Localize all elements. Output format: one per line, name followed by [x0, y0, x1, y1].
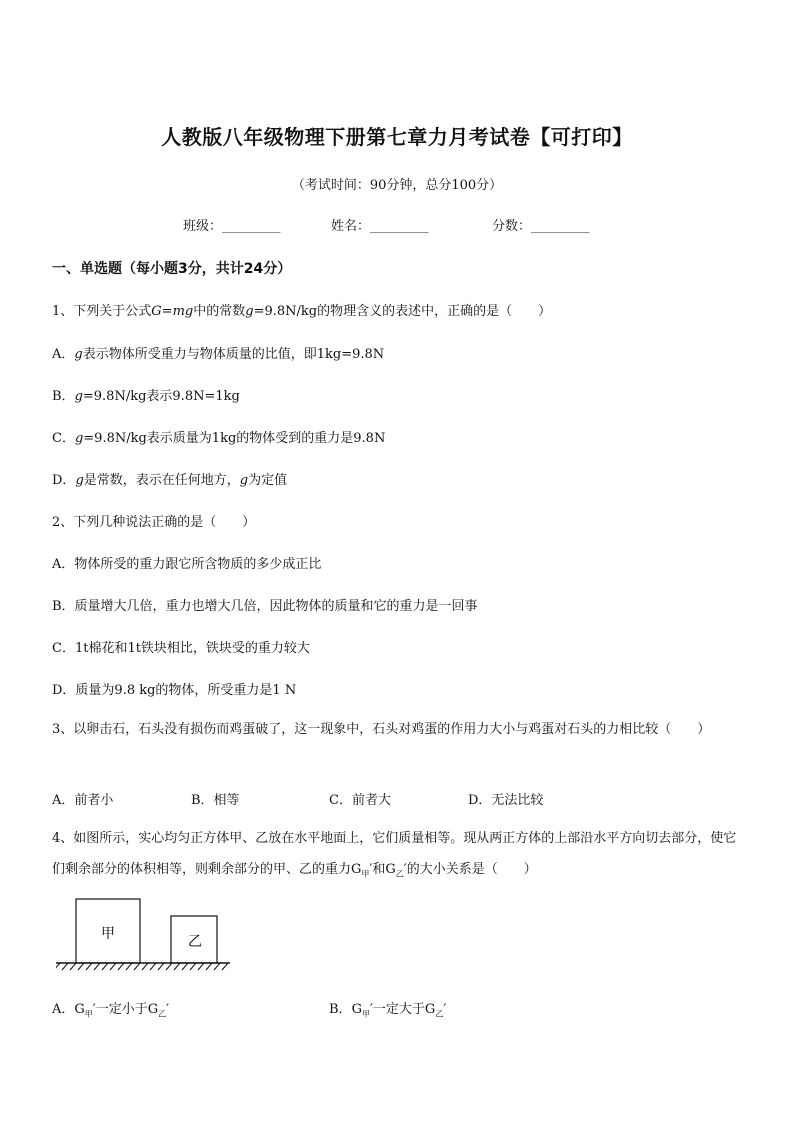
question-4-option-a: A．$G_甲'$一定小于$G_乙'$ [52, 1002, 170, 1019]
question-2-option-d: D．质量为9.8 kg的物体，所受重力是1 N [52, 683, 297, 698]
score-field: 分数：_________ [492, 219, 590, 234]
question-1-option-a: A．g表示物体所受重力与物体质量的比值，即1kg=9.8N [52, 347, 385, 362]
question-1-option-c: C．g=9.8N/kg表示质量为1kg的物体受到的重力是9.8N [52, 431, 386, 446]
question-3-option-c: C．前者大 [329, 793, 391, 808]
section-heading: 一、单选题（每小题3分，共计24分） [52, 261, 292, 277]
question-2-option-c: C．1t棉花和1t铁块相比，铁块受的重力较大 [52, 641, 310, 656]
exam-subtitle: （考试时间：90分钟，总分100分） [291, 178, 503, 193]
question-3-stem: 3、以卵击石，石头没有损伤而鸡蛋破了，这一现象中，石头对鸡蛋的作用力大小与鸡蛋对石头的力相比较（ ） [52, 722, 711, 737]
class-field: 班级：_________ [183, 219, 281, 234]
page-title: 人教版八年级物理下册第七章力月考试卷【可打印】 [161, 125, 633, 149]
question-2-stem: 2、下列几种说法正确的是（ ） [52, 515, 256, 530]
g-jia-symbol: $G_甲'$ [351, 862, 373, 879]
question-4-stem: 4、如图所示，实心均匀正方体甲、乙放在水平地面上，它们质量相等。现从两正方体的上部沿水平方向切去部分，使它们剩余部分的体积相等，则剩余部分的甲、乙的重力$G_甲'$和$G_乙'$的大小关系是（ ） [52, 831, 737, 879]
cube-yi-label: 乙 [188, 934, 202, 950]
question-2-option-b: B．质量增大几倍，重力也增大几倍，因此物体的质量和它的重力是一回事 [52, 599, 478, 614]
question-3-option-b: B．相等 [191, 793, 240, 808]
question-1-option-b: B．g=9.8N/kg表示9.8N=1kg [52, 389, 240, 404]
question-1-stem: 1、下列关于公式G=mg中的常数g=9.8N/kg的物理含义的表述中，正确的是（ ） [52, 304, 552, 319]
g-yi-symbol: $G_乙'$ [385, 862, 407, 879]
cubes-figure [56, 896, 236, 976]
question-1-option-d: D．g是常数，表示在任何地方，g为定值 [52, 473, 288, 488]
question-4-option-b: B．$G_甲'$一定大于$G_乙'$ [329, 1002, 447, 1019]
cube-jia-label: 甲 [101, 926, 115, 942]
question-2-option-a: A．物体所受的重力跟它所含物质的多少成正比 [52, 557, 322, 572]
name-field: 姓名：_________ [331, 219, 429, 234]
question-3-option-a: A．前者小 [52, 793, 114, 808]
ground-hatching [56, 963, 228, 970]
question-3-option-d: D．无法比较 [468, 793, 544, 808]
